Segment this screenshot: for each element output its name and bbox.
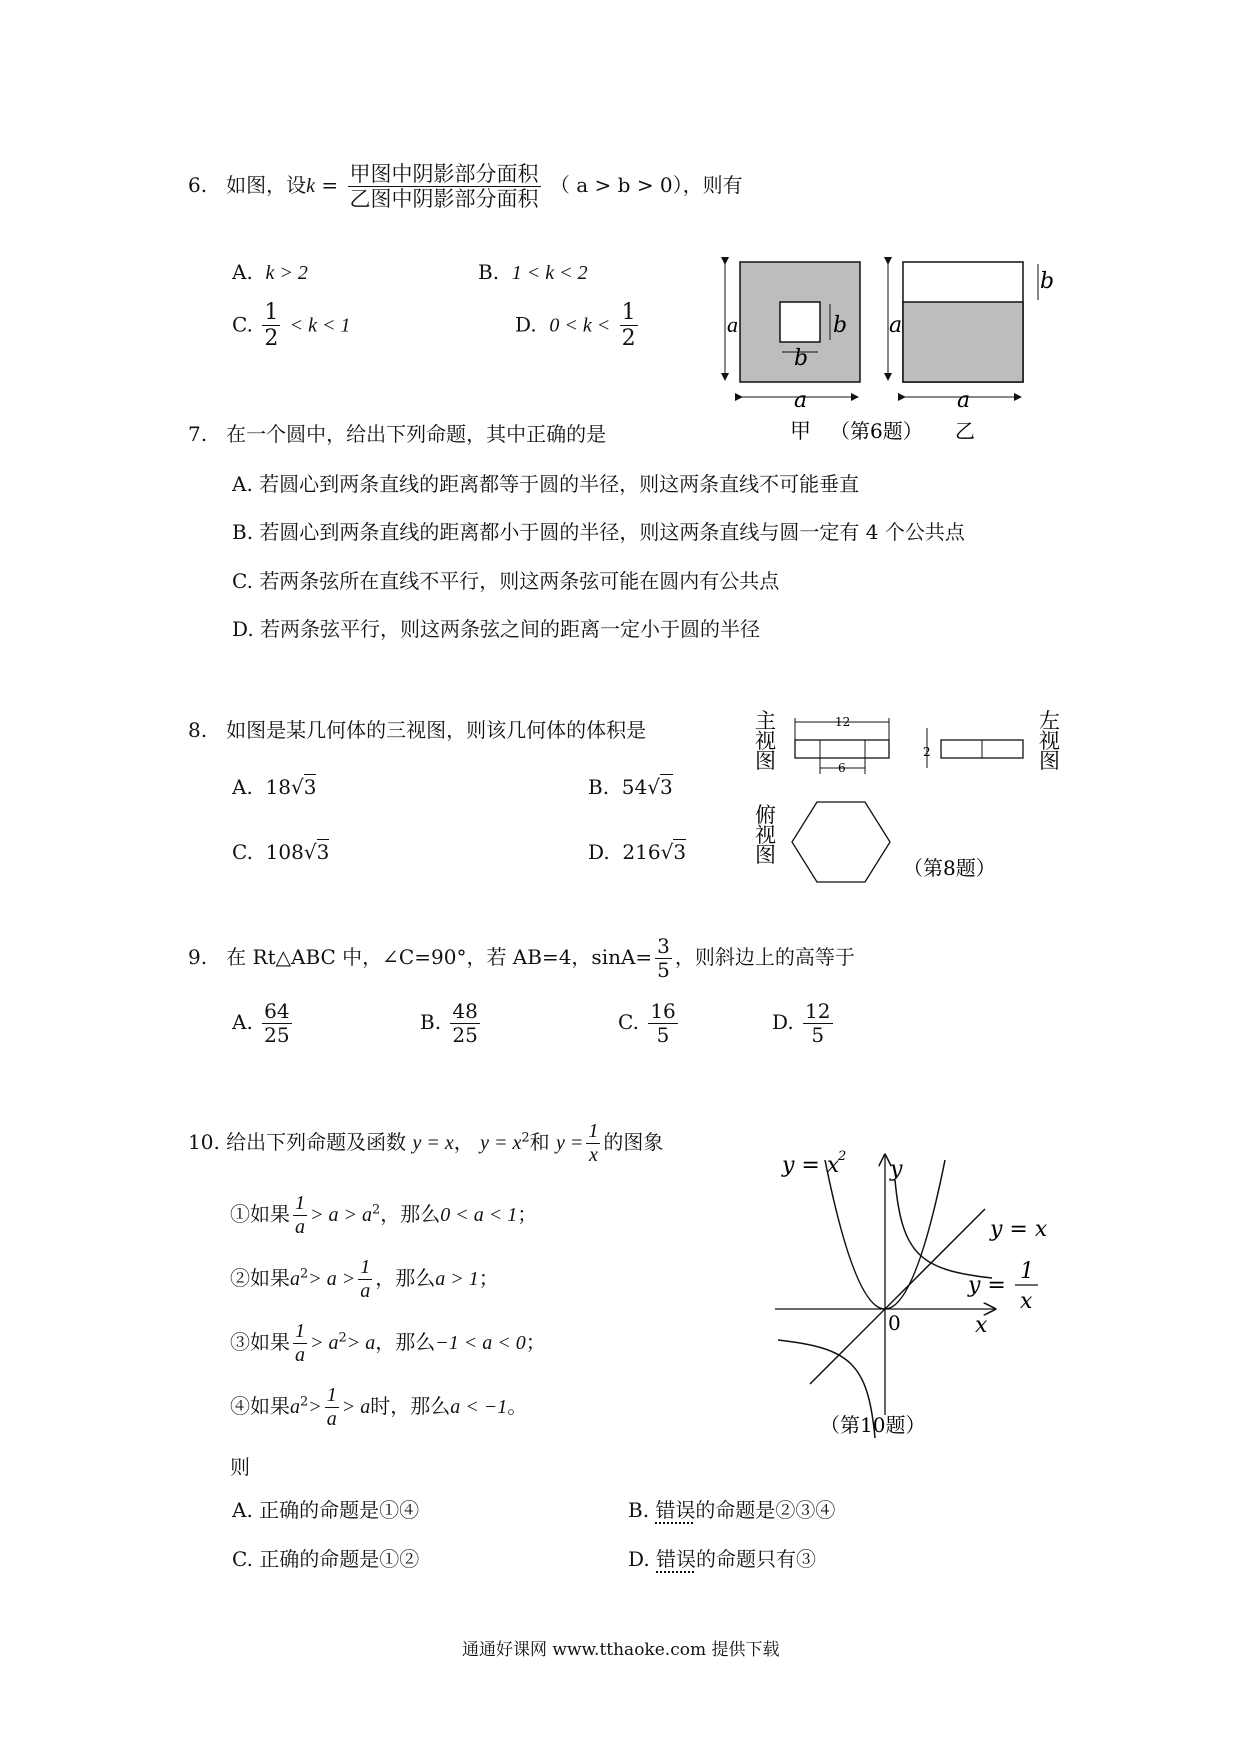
q6-option-c-label: C. — [232, 312, 253, 337]
q10-prop-3-sup: 2 — [338, 1330, 347, 1346]
q6-option-c-fraction — [262, 300, 280, 352]
q7-option-d-label: D. — [232, 617, 254, 641]
q10-prop-4 — [230, 1384, 527, 1431]
q10-label-x2: y = x — [782, 1153, 840, 1178]
q9-stem — [188, 935, 855, 982]
q10-option-b-label: B. — [628, 1498, 650, 1522]
q10-fig-caption: （第10题） — [820, 1413, 926, 1437]
q9-option-c-den: 5 — [656, 1023, 670, 1047]
q10-prop-3-den: a — [295, 1344, 305, 1366]
q10-prop-3-result: −1 < a < 0 — [435, 1332, 526, 1354]
q10-prop-1-num: 1 — [295, 1192, 305, 1214]
q10-prop-2-fraction — [358, 1256, 372, 1303]
q10-prop-3-num: 1 — [295, 1320, 305, 1342]
q10-option-a-text: 的命题是①④ — [299, 1498, 420, 1522]
q8-option-d-rad: 3 — [673, 840, 687, 864]
q10-prop-1-prefix: ①如果 — [230, 1202, 290, 1226]
q10-number: 10. — [188, 1130, 220, 1154]
q8-side-label-3: 图 — [1039, 749, 1060, 773]
q8-option-a — [232, 775, 316, 799]
q8-text: 如图是某几何体的三视图，则该几何体的体积是 — [226, 718, 647, 742]
q10-label-inv-den: x — [1020, 1289, 1033, 1314]
q9-option-b-num: 48 — [452, 999, 478, 1023]
q7-stem — [188, 422, 606, 446]
q8-option-d — [588, 840, 686, 864]
q10-option-d-text: 的命题只有③ — [696, 1547, 817, 1571]
q10-prop-2-prefix: ②如果 — [230, 1266, 290, 1290]
q10-prop-2-tail: ，那么 — [375, 1266, 436, 1290]
q6-option-d-num: 1 — [621, 300, 636, 325]
q8-number: 8. — [188, 718, 208, 742]
q8-option-c-label: C. — [232, 840, 253, 864]
q10-option-a — [232, 1498, 419, 1522]
q10-prop-1-end: ； — [517, 1202, 538, 1226]
q6-option-d-text: 0 < k < — [549, 314, 611, 337]
q8-option-a-label: A. — [232, 775, 253, 799]
q10-option-b — [628, 1498, 835, 1522]
q8-top-label-3: 图 — [755, 843, 776, 867]
q6-intro: 如图，设 — [226, 173, 307, 198]
q10-f3-den: x — [588, 1144, 598, 1166]
q8-front-label-3: 图 — [755, 749, 776, 773]
q8-fig-caption: （第8题） — [903, 856, 996, 880]
q6-option-a-label: A. — [232, 260, 253, 284]
q9-text-a: 在 Rt△ABC 中，∠C=90°，若 AB=4，sinA= — [226, 945, 653, 969]
q6-right-b-vert: b — [1040, 269, 1055, 294]
q9-option-c-fraction — [648, 1000, 677, 1047]
q10-text-b: 的图象 — [603, 1130, 664, 1154]
q7-option-a-text: 若圆心到两条直线的距离都等于圆的半径，则这两条直线不可能垂直 — [259, 472, 860, 496]
q10-option-d-label: D. — [628, 1547, 650, 1571]
page-footer: 通通好课网 www.tthaoke.com 提供下载 — [462, 1640, 780, 1660]
q9-option-d-label: D. — [772, 1010, 794, 1034]
q6-option-b — [478, 260, 588, 285]
q10-prop-4-lead: a — [290, 1396, 300, 1418]
q7-option-a-label: A. — [232, 472, 253, 496]
q9-number: 9. — [188, 945, 208, 969]
q9-option-c-num: 16 — [650, 999, 676, 1023]
q8-option-b-coef: 54 — [621, 775, 648, 799]
q6-option-a — [232, 260, 308, 285]
q6-left-hole — [780, 302, 820, 342]
q10-f3-fraction — [586, 1120, 600, 1167]
q6-eq: = — [321, 173, 339, 198]
q6-option-d — [515, 300, 641, 352]
q10-sep: ， — [453, 1130, 474, 1154]
q6-option-b-label: B. — [478, 260, 500, 284]
q10-prop-3-tail: ，那么 — [375, 1330, 436, 1354]
q10-prop-4-sup: 2 — [300, 1394, 309, 1410]
q10-option-c-pre: 正确 — [259, 1547, 300, 1571]
q10-then: 则 — [230, 1455, 250, 1479]
q6-denominator: 乙图中阴影部分面积 — [349, 187, 539, 212]
q10-prop-2-end: ； — [478, 1266, 499, 1290]
q6-right-a-horiz: a — [957, 388, 971, 413]
q8-dim-2: 2 — [923, 745, 931, 759]
q9-option-d-fraction — [803, 1000, 832, 1047]
q10-option-b-pre: 错误 — [655, 1498, 696, 1522]
q8-option-b — [588, 775, 673, 799]
q6-fig-left-label: 甲 — [790, 419, 811, 443]
q9-option-b — [420, 1000, 483, 1047]
q8-front-label-2: 视 — [755, 729, 776, 753]
q10-prop-1-fraction — [293, 1192, 307, 1239]
q10-prop-2-num: 1 — [360, 1256, 371, 1278]
q10-option-c-label: C. — [232, 1547, 253, 1571]
q9-option-a-num: 64 — [264, 999, 290, 1023]
q10-prop-4-mid2: > a — [341, 1396, 371, 1418]
q6-left-a-vert: a — [727, 312, 738, 337]
q10-text-a: 给出下列命题及函数 — [226, 1130, 407, 1154]
q6-left-b-vert: b — [833, 313, 848, 338]
q10-label-x2-sup: 2 — [838, 1149, 847, 1164]
q10-prop-4-fraction — [325, 1384, 339, 1431]
q6-option-c-den: 2 — [264, 326, 279, 352]
q6-option-c — [232, 300, 351, 352]
q10-prop-4-den: a — [326, 1408, 337, 1430]
q10-prop-3 — [230, 1320, 546, 1367]
q8-dim-6: 6 — [838, 761, 846, 775]
q8-dim-12: 12 — [835, 715, 851, 729]
q6-right-a-vert: a — [889, 313, 903, 338]
q10-option-c — [232, 1547, 419, 1571]
q10-prop-3-end: ； — [525, 1330, 546, 1354]
q10-option-c-text: 的命题是①② — [299, 1547, 420, 1571]
q10-prop-4-result: a < −1 — [450, 1396, 508, 1418]
q9-option-c-label: C. — [618, 1010, 639, 1034]
q10-prop-1-result: 0 < a < 1 — [440, 1204, 518, 1226]
q7-option-b-label: B. — [232, 520, 254, 544]
q8-front-label-1: 主 — [755, 710, 776, 733]
q6-numerator: 甲图中阴影部分面积 — [349, 162, 539, 186]
q10-line-y-eq-x — [810, 1209, 985, 1384]
q6-option-d-label: D. — [515, 312, 537, 337]
q6-option-b-text: 1 < k < 2 — [511, 262, 588, 284]
q7-option-c-label: C. — [232, 569, 253, 593]
q10-option-b-text: 的命题是②③④ — [695, 1498, 836, 1522]
q8-top-view-hexagon — [792, 802, 890, 882]
q8-option-c-sqrt-icon: √ — [303, 840, 317, 864]
q6-option-a-text: k > 2 — [265, 262, 308, 284]
q6-right-shade — [903, 302, 1023, 382]
q8-option-a-sqrt-icon: √ — [290, 775, 304, 799]
q8-option-a-coef: 18 — [265, 775, 291, 799]
q10-prop-2-lead: a — [290, 1268, 300, 1290]
q6-option-d-fraction — [620, 300, 638, 352]
q7-option-d — [232, 617, 760, 641]
q7-text: 在一个圆中，给出下列命题，其中正确的是 — [226, 422, 607, 446]
q10-prop-4-num: 1 — [326, 1384, 337, 1406]
q6-fig-right-label: 乙 — [955, 419, 975, 443]
q10-prop-3-mid: > a — [310, 1332, 339, 1354]
q10-f2: y = x — [480, 1132, 522, 1154]
q6-left-b-horiz: b — [794, 346, 809, 371]
q8-option-b-label: B. — [588, 775, 610, 799]
q10-label-inv-num: 1 — [1020, 1259, 1034, 1284]
q9-option-b-label: B. — [420, 1010, 442, 1034]
q10-prop-2 — [230, 1256, 499, 1303]
q8-option-b-sqrt-icon: √ — [647, 775, 660, 799]
q6-option-c-num: 1 — [264, 300, 279, 325]
q10-option-d-pre: 错误 — [656, 1547, 697, 1571]
q10-f1: y = x — [412, 1132, 454, 1154]
q8-option-d-label: D. — [588, 840, 610, 864]
q10-prop-2-mid: > a > — [308, 1268, 356, 1290]
q7-number: 7. — [188, 422, 208, 446]
q9-option-b-fraction — [450, 1000, 479, 1047]
q6-figure — [705, 252, 1065, 452]
q9-option-a-den: 25 — [264, 1023, 290, 1047]
q6-left-a-horiz: a — [794, 388, 808, 413]
q9-option-d-den: 5 — [811, 1023, 825, 1047]
q7-option-c — [232, 569, 779, 593]
q10-prop-2-den: a — [360, 1280, 371, 1302]
q6-option-c-text: < k < 1 — [289, 314, 351, 337]
q8-stem — [188, 718, 646, 742]
q10-prop-4-tail: 时，那么 — [370, 1394, 451, 1418]
q8-option-b-rad: 3 — [659, 775, 673, 799]
q9-option-d — [772, 1000, 836, 1047]
q8-side-label-2: 视 — [1039, 729, 1060, 753]
q10-label-x: x — [975, 1313, 988, 1338]
q7-option-d-text: 若两条弦平行，则这两条弦之间的距离一定小于圆的半径 — [260, 617, 761, 641]
q6-k: k — [306, 175, 316, 198]
q10-prop-1-mid: > a > a — [310, 1204, 372, 1226]
q10-prop-1-tail: ，那么 — [380, 1202, 441, 1226]
q10-prop-3-fraction — [293, 1320, 307, 1367]
q9-option-d-num: 12 — [805, 999, 831, 1023]
q9-sin-fraction — [655, 935, 672, 982]
q10-option-d — [628, 1547, 816, 1571]
q9-option-b-den: 25 — [452, 1023, 478, 1047]
q8-front-view — [795, 740, 889, 758]
q8-option-c — [232, 840, 329, 864]
q10-f3: y = — [556, 1132, 584, 1154]
q8-option-c-coef: 108 — [265, 840, 304, 864]
q10-option-a-pre: 正确 — [259, 1498, 300, 1522]
q10-prop-3-prefix: ③如果 — [230, 1330, 290, 1354]
q9-option-a-label: A. — [232, 1010, 253, 1034]
q10-prop-1-den: a — [295, 1216, 305, 1238]
q8-option-a-rad: 3 — [303, 775, 317, 799]
q6-option-d-den: 2 — [621, 326, 636, 352]
q10-option-a-label: A. — [232, 1498, 253, 1522]
q10-and: 和 — [529, 1130, 550, 1154]
q10-prop-1-sup: 2 — [372, 1202, 381, 1218]
q6-fig-caption: （第6题） — [830, 419, 923, 443]
q8-option-d-coef: 216 — [622, 840, 661, 864]
q10-prop-4-mid: > — [308, 1396, 322, 1418]
q8-top-label-1: 俯 — [755, 803, 776, 827]
q10-prop-2-result: a > 1 — [435, 1268, 479, 1290]
q10-prop-4-end: 。 — [507, 1394, 528, 1418]
q10-stem — [188, 1120, 663, 1167]
q10-f3-num: 1 — [588, 1120, 599, 1142]
q10-origin-label: 0 — [888, 1311, 901, 1335]
q7-option-b-text: 若圆心到两条直线的距离都小于圆的半径，则这两条直线与圆一定有 4 个公共点 — [259, 520, 965, 544]
q10-prop-2-sup: 2 — [300, 1266, 309, 1282]
q10-f2-sup: 2 — [521, 1130, 530, 1146]
q10-label-yx: y = x — [990, 1217, 1048, 1242]
q6-ratio-fraction — [348, 162, 541, 211]
q9-option-a-fraction — [262, 1000, 291, 1047]
q9-option-c — [618, 1000, 681, 1047]
q10-prop-1 — [230, 1192, 537, 1239]
q10-graph — [770, 1140, 1070, 1440]
q7-option-c-text: 若两条弦所在直线不平行，则这两条弦可能在圆内有公共点 — [259, 569, 780, 593]
q9-sin-den: 5 — [657, 958, 670, 982]
q7-option-b — [232, 520, 965, 544]
q10-label-inv: y = — [968, 1273, 1006, 1298]
q8-figure — [755, 710, 1065, 890]
q8-option-c-rad: 3 — [316, 840, 330, 864]
q9-text-b: ，则斜边上的高等于 — [674, 945, 855, 969]
q8-option-d-sqrt-icon: √ — [660, 840, 674, 864]
q6-condition: （ a > b > 0），则有 — [549, 173, 743, 198]
q8-top-label-2: 视 — [755, 823, 776, 847]
q10-prop-3-mid2: > a — [346, 1332, 376, 1354]
q10-label-y: y — [890, 1157, 903, 1182]
q10-prop-4-prefix: ④如果 — [230, 1394, 290, 1418]
q8-side-label-1: 左 — [1039, 710, 1060, 733]
q6-stem — [188, 162, 743, 211]
q7-option-a — [232, 472, 859, 496]
q9-option-a — [232, 1000, 295, 1047]
q10-hyperbola-q1 — [895, 1180, 992, 1278]
q6-number: 6. — [188, 173, 208, 198]
q9-sin-num: 3 — [657, 934, 670, 958]
